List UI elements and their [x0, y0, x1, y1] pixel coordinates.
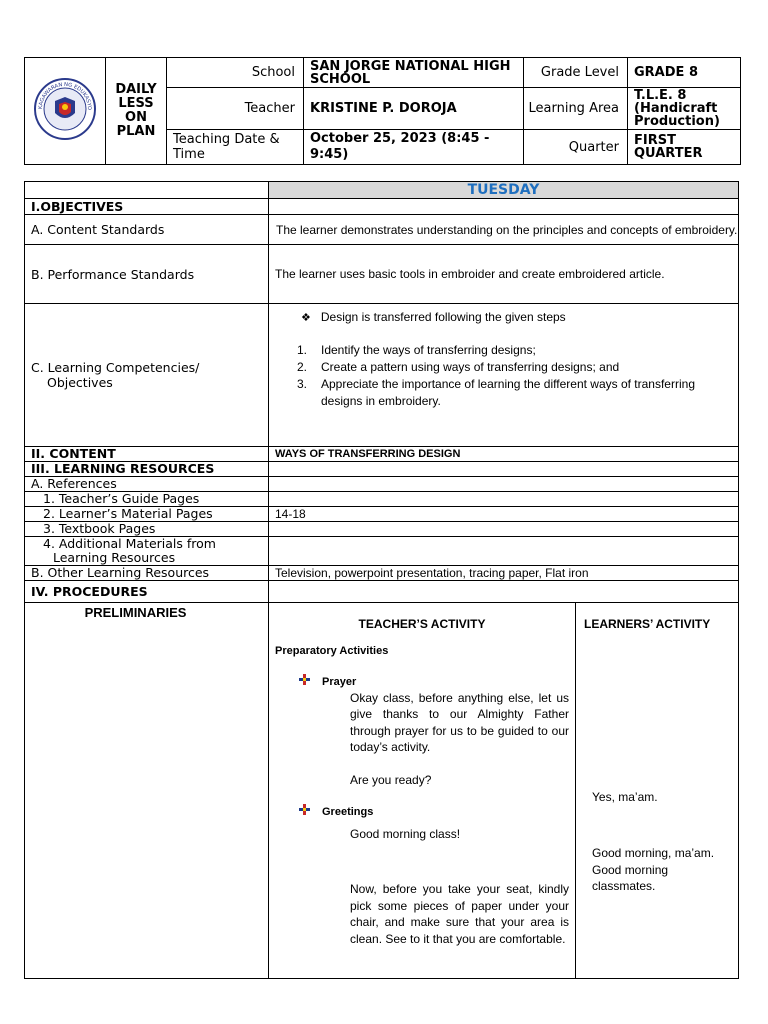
competency-bullet: Design is transferred following the given steps: [320, 310, 566, 324]
performance-standards-value: The learner uses basic tools in embroider and create embroidered article.: [269, 245, 739, 304]
teachers-guide-label: 1. Teacher’s Guide Pages: [25, 492, 269, 507]
teacher-activity-heading: TEACHER’S ACTIVITY: [358, 617, 486, 631]
greet-reply: Good morning, ma’am. Good morning classmates.: [592, 846, 715, 893]
date-value: October 25, 2023 (8:45 - 9:45): [304, 130, 524, 165]
grade-label: Grade Level: [524, 58, 628, 88]
learner-activity-heading: LEARNERS’ ACTIVITY: [584, 617, 711, 631]
content-standards-label: A. Content Standards: [25, 215, 269, 245]
references-label: A. References: [25, 477, 269, 492]
learners-material-label: 2. Learner’s Material Pages: [25, 507, 269, 522]
teacher-activity-cell: [269, 603, 576, 979]
learner-activity-cell: [576, 603, 739, 979]
school-label: School: [167, 58, 304, 88]
content-standards-value: The learner demonstrates understanding on the principles and concepts of embroidery.: [269, 215, 739, 245]
other-resources-label: B. Other Learning Resources: [25, 566, 269, 581]
textbook-label: 3. Textbook Pages: [25, 522, 269, 537]
objectives-heading: I.OBJECTIVES: [25, 199, 269, 215]
teacher-label: Teacher: [167, 88, 304, 130]
pinwheel-bullet-icon: [299, 804, 312, 821]
other-resources-value: Television, powerpoint presentation, tracing paper, Flat iron: [269, 566, 739, 581]
list-item: 3. Appreciate the importance of learning the different ways of transferring designs in embroidery.: [297, 377, 695, 408]
list-item: 2. Create a pattern using ways of transferring designs; and: [297, 360, 620, 374]
preliminaries-cell: [25, 603, 269, 979]
deped-seal-icon: [33, 77, 97, 141]
content-heading: II. CONTENT: [25, 447, 269, 462]
deped-logo: [25, 58, 106, 165]
content-value: WAYS OF TRANSFERRING DESIGN: [269, 447, 739, 462]
school-value: SAN JORGE NATIONAL HIGH SCHOOL: [304, 58, 524, 88]
ready-reply: Yes, ma’am.: [592, 789, 658, 804]
prayer-item: Prayer: [275, 674, 569, 691]
preparatory-label: Preparatory Activities: [275, 644, 389, 657]
date-label: Teaching Date & Time: [167, 130, 304, 165]
header-table: [24, 57, 741, 165]
competencies-value: [269, 304, 739, 447]
teacher-value: KRISTINE P. DOROJA: [304, 88, 524, 130]
daily-lesson-plan-title: DAILY LESS ON PLAN: [106, 58, 167, 165]
competencies-label: C. Learning Competencies/ Objectives: [25, 304, 269, 447]
lesson-table: [24, 181, 739, 979]
greet-text: Good morning class!: [350, 826, 461, 841]
greetings-item: Greetings: [275, 804, 569, 821]
prayer-text: Okay class, before anything else, let us give thanks to our Almighty Father through prayer for us to be guided to our today’s activity.: [350, 690, 569, 754]
quarter-value: FIRST QUARTER: [628, 130, 741, 165]
pinwheel-bullet-icon: [299, 674, 312, 691]
day-label: TUESDAY: [269, 182, 739, 199]
procedures-heading: IV. PROCEDURES: [25, 581, 269, 603]
learners-material-value: 14-18: [269, 507, 739, 522]
grade-value: GRADE 8: [628, 58, 741, 88]
preliminaries-label: PRELIMINARIES: [84, 605, 187, 620]
resources-heading: III. LEARNING RESOURCES: [25, 462, 269, 477]
seat-text: Now, before you take your seat, kindly pick some pieces of paper under your chair, and make sure that your area is clean. See to it that you are comfortable.: [350, 882, 569, 946]
performance-standards-label: B. Performance Standards: [25, 245, 269, 304]
quarter-label: Quarter: [524, 130, 628, 165]
svg-text:KAGAWARAN NG EDUKASYON: KAGAWARAN NG EDUKASYO: [37, 81, 93, 111]
ready-text: Are you ready?: [350, 772, 432, 787]
area-label: Learning Area: [524, 88, 628, 130]
area-value: T.L.E. 8 (Handicraft Production): [628, 88, 741, 130]
diamond-bullet-icon: ❖: [301, 312, 311, 324]
additional-materials-label: 4. Additional Materials from Learning Resources: [25, 537, 269, 566]
list-item: 1. Identify the ways of transferring designs;: [297, 343, 536, 357]
